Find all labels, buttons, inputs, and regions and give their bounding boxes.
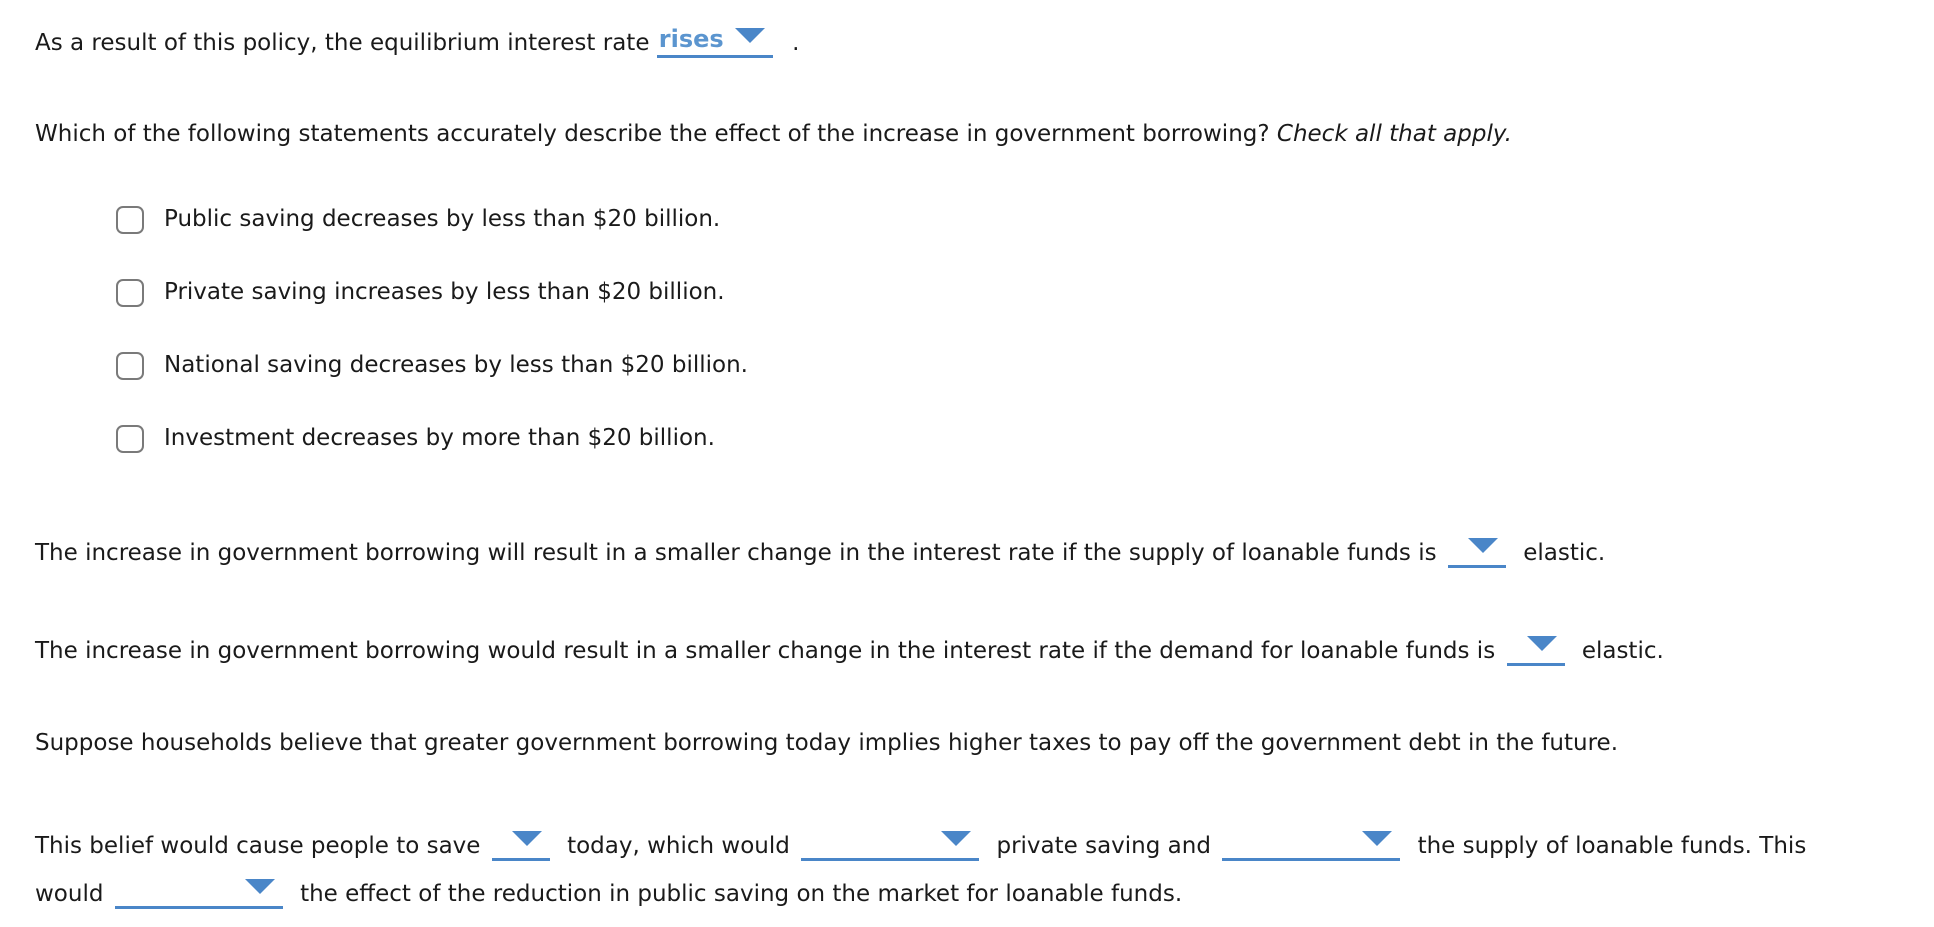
belief-text-1: This belief would cause people to save <box>35 833 481 859</box>
checkbox-empty-icon[interactable] <box>116 352 144 380</box>
caret-down-icon <box>1362 831 1392 846</box>
caret-down-icon <box>245 879 275 894</box>
belief-sentence-line2 <box>35 875 1182 909</box>
loanable-supply-dropdown[interactable] <box>1222 827 1400 861</box>
demand-elasticity-dropdown[interactable] <box>1507 632 1565 666</box>
belief-text-6: the effect of the reduction in public saving on the market for loanable funds. <box>300 881 1183 907</box>
effect-change-dropdown[interactable] <box>115 875 283 909</box>
supply-elasticity-sentence <box>35 534 1605 568</box>
interest-rate-dropdown[interactable] <box>657 24 773 58</box>
belief-text-5: would <box>35 881 104 907</box>
interest-rate-sentence <box>35 24 799 58</box>
option-label[interactable]: National saving decreases by less than $20 billion. <box>164 352 748 378</box>
caret-down-icon <box>735 28 765 43</box>
belief-text-3: private saving and <box>996 833 1211 859</box>
supply-elasticity-end: elastic. <box>1523 540 1606 566</box>
option-label[interactable]: Investment decreases by more than $20 billion. <box>164 425 715 451</box>
suppose-sentence <box>35 730 1618 756</box>
interest-rate-period: . <box>792 30 800 56</box>
option-label[interactable]: Private saving increases by less than $20 billion. <box>164 279 725 305</box>
caret-down-icon <box>1527 636 1557 651</box>
belief-sentence-line1 <box>35 827 1806 861</box>
supply-elasticity-text: The increase in government borrowing will result in a smaller change in the interest rate if the supply of loanable funds is <box>35 540 1437 566</box>
question-prompt <box>35 121 1512 147</box>
suppose-text: Suppose households believe that greater government borrowing today implies higher taxes to pay off the government debt in the future. <box>35 730 1619 756</box>
save-change-dropdown[interactable] <box>492 827 550 861</box>
belief-text-2: today, which would <box>567 833 790 859</box>
caret-down-icon <box>1468 538 1498 553</box>
demand-elasticity-end: elastic. <box>1581 638 1664 664</box>
checkbox-empty-icon[interactable] <box>116 279 144 307</box>
supply-elasticity-dropdown[interactable] <box>1448 534 1506 568</box>
interest-rate-text: As a result of this policy, the equilibrium interest rate <box>35 30 650 56</box>
question-text: Which of the following statements accurately describe the effect of the increase in government borrowing? <box>35 121 1270 147</box>
question-instruction: Check all that apply. <box>1276 121 1512 147</box>
checkbox-empty-icon[interactable] <box>116 206 144 234</box>
private-saving-dropdown[interactable] <box>801 827 979 861</box>
caret-down-icon <box>512 831 542 846</box>
caret-down-icon <box>941 831 971 846</box>
checkbox-empty-icon[interactable] <box>116 425 144 453</box>
demand-elasticity-sentence <box>35 632 1664 666</box>
option-label[interactable]: Public saving decreases by less than $20 billion. <box>164 206 721 232</box>
demand-elasticity-text: The increase in government borrowing would result in a smaller change in the interest rate if the demand for loanable funds is <box>35 638 1496 664</box>
interest-rate-selected-value: rises <box>658 25 724 53</box>
belief-text-4: the supply of loanable funds. This <box>1417 833 1807 859</box>
